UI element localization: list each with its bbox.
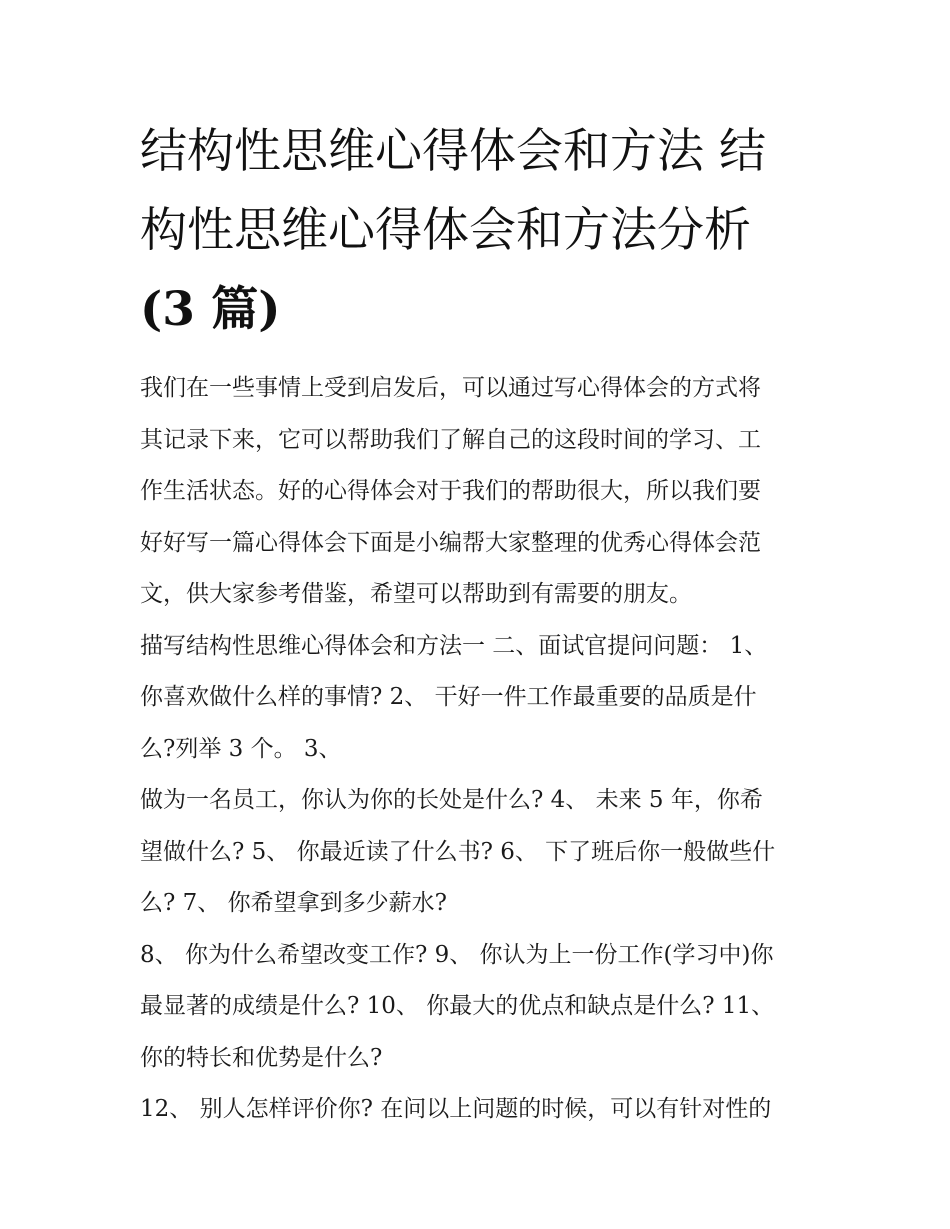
- document-title: [140, 112, 816, 349]
- text-line: 么? 7、 你希望拿到多少薪水?: [140, 890, 447, 916]
- questions-paragraph-2: [140, 775, 816, 930]
- text-line: 8、 你为什么希望改变工作? 9、 你认为上一份工作(学习中)你: [140, 941, 774, 968]
- text-line: 其记录下来，它可以帮助我们了解自己的这段时间的学习、工: [140, 426, 761, 453]
- document-page: [140, 112, 816, 1136]
- title-line: 结构性思维心得体会和方法 结: [140, 124, 766, 179]
- text-line: 你的特长和优势是什么?: [140, 1044, 383, 1071]
- text-line: 文，供大家参考借鉴，希望可以帮助到有需要的朋友。: [140, 581, 692, 607]
- title-line: 构性思维心得体会和方法分析: [140, 203, 751, 258]
- text-line: 作生活状态。好的心得体会对于我们的帮助很大，所以我们要: [140, 478, 761, 504]
- questions-paragraph-3: [140, 930, 816, 1085]
- text-line: 做为一名员工，你认为你的长处是什么? 4、 未来 5 年，你希: [140, 787, 763, 813]
- text-line: 我们在一些事情上受到启发后，可以通过写心得体会的方式将: [140, 375, 761, 401]
- text-line: 么?列举 3 个。 3、: [140, 735, 342, 762]
- text-line: 望做什么? 5、 你最近读了什么书? 6、 下了班后你一般做些什: [140, 838, 776, 865]
- questions-paragraph-4: [140, 1084, 816, 1136]
- questions-paragraph-1: [140, 621, 816, 776]
- intro-paragraph: [140, 363, 816, 621]
- text-line: 12、 别人怎样评价你? 在问以上问题的时候，可以有针对性的: [140, 1096, 772, 1122]
- title-line: (3 篇): [140, 282, 281, 337]
- text-line: 最显著的成绩是什么? 10、 你最大的优点和缺点是什么? 11、: [140, 993, 775, 1019]
- text-line: 好好写一篇心得体会下面是小编帮大家整理的优秀心得体会范: [140, 529, 761, 556]
- text-line: 你喜欢做什么样的事情? 2、 干好一件工作最重要的品质是什: [140, 684, 757, 710]
- text-line: 描写结构性思维心得体会和方法一 二、面试官提问问题： 1、: [140, 632, 768, 659]
